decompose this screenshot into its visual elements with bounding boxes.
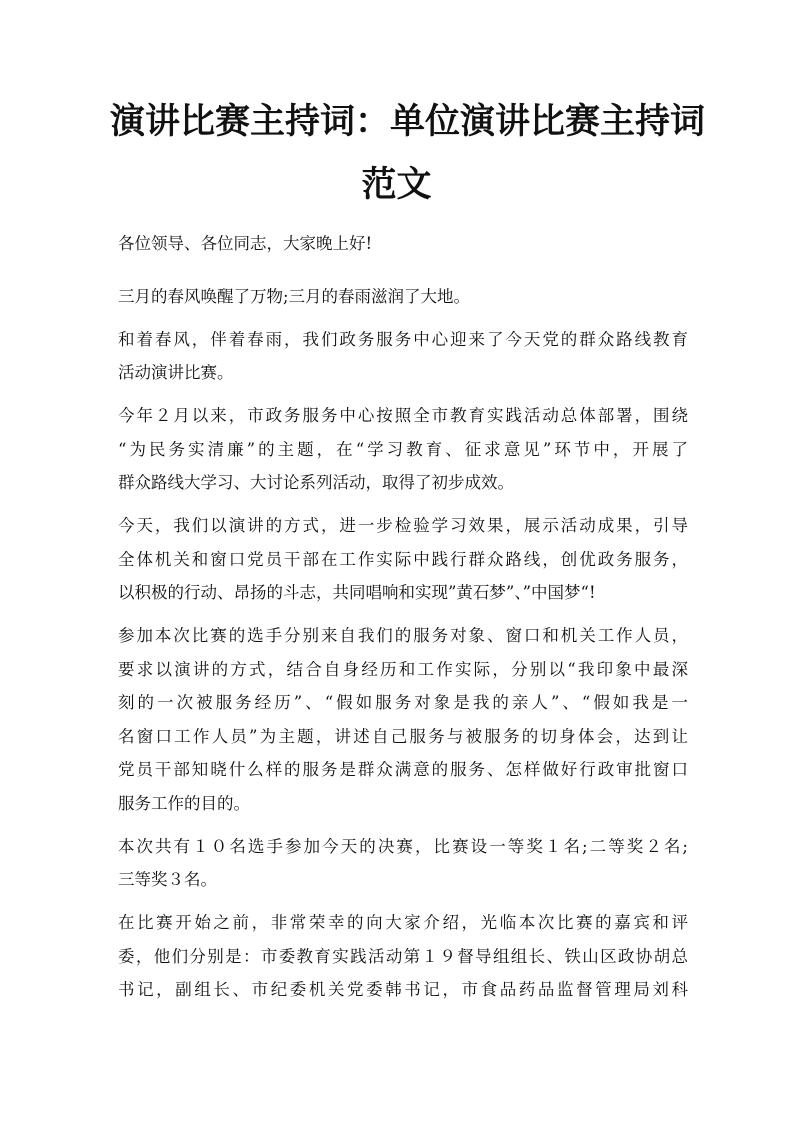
paragraph-line: 书记，副组长、市纪委机关党委韩书记，市食品药品监督管理局刘科 (118, 980, 688, 999)
paragraph-line: 委，他们分别是：市委教育实践活动第１９督导组组长、铁山区政协胡总 (118, 947, 688, 966)
paragraph-line: 要求以演讲的方式，结合自身经历和工作实际，分别以“我印象中最深 (118, 660, 688, 679)
paragraph-line: “为民务实清廉”的主题，在“学习教育、征求意见”环节中，开展了 (118, 440, 688, 459)
paragraph-line: 刻的一次被服务经历”、“假如服务对象是我的亲人”、“假如我是一 (118, 693, 688, 712)
paragraph-line: 今天，我们以演讲的方式，进一步检验学习效果，展示活动成果，引导 (118, 516, 688, 535)
paragraph-line: 三月的春风唤醒了万物;三月的春雨滋润了大地。 (118, 287, 471, 306)
document-title-line-1: 演讲比赛主持词：单位演讲比赛主持词 (110, 101, 706, 142)
paragraph-line: 全体机关和窗口党员干部在工作实际中践行群众路线，创优政务服务， (118, 550, 688, 569)
paragraph-line: 参加本次比赛的选手分别来自我们的服务对象、窗口和机关工作人员， (118, 626, 688, 645)
paragraph-line: 党员干部知晓什么样的服务是群众满意的服务、怎样做好行政审批窗口 (118, 760, 688, 779)
greeting-line: 各位领导、各位同志，大家晚上好! (118, 234, 373, 253)
document-title-line-2: 范文 (361, 164, 432, 205)
paragraph-line: 群众路线大学习、大讨论系列活动，取得了初步成效。 (118, 473, 514, 492)
paragraph-line: 活动演讲比赛。 (118, 363, 234, 382)
paragraph-line: 三等奖３名。 (118, 870, 217, 889)
paragraph-line: 以积极的行动、昂扬的斗志，共同唱响和实现”黄石梦”、”中国梦“! (118, 583, 596, 602)
paragraph-line: 今年２月以来，市政务服务中心按照全市教育实践活动总体部署，围绕 (118, 406, 688, 425)
paragraph-line: 和着春风，伴着春雨，我们政务服务中心迎来了今天党的群众路线教育 (118, 330, 688, 349)
paragraph-line: 名窗口工作人员”为主题，讲述自己服务与被服务的切身体会，达到让 (118, 727, 688, 746)
paragraph-line: 在比赛开始之前，非常荣幸的向大家介绍，光临本次比赛的嘉宾和评 (118, 913, 688, 932)
paragraph-line: 本次共有１０名选手参加今天的决赛，比赛设一等奖１名;二等奖２名; (118, 837, 688, 856)
paragraph-line: 服务工作的目的。 (118, 794, 250, 813)
